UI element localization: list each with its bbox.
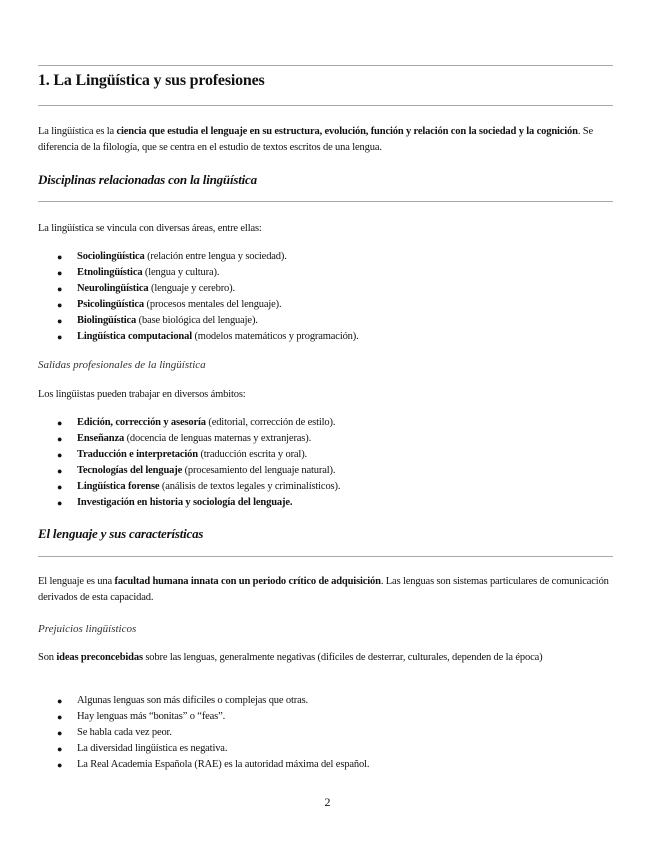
prejuicios-paragraph: Son ideas preconcebidas sobre las lenguas, generalmente negativas (difíciles de desterrar, culturales, dependen de la época) bbox=[38, 652, 543, 663]
list-item: ● La diversidad lingüística es negativa. bbox=[38, 741, 369, 757]
list-item: ● Tecnologías del lenguaje (procesamiento del lenguaje natural). bbox=[38, 463, 340, 479]
divider bbox=[38, 65, 613, 66]
list-item: ● Enseñanza (docencia de lenguas maternas y extranjeras). bbox=[38, 431, 340, 447]
bullet-icon: ● bbox=[57, 332, 63, 342]
list-item: ● Algunas lenguas son más difíciles o complejas que otras. bbox=[38, 693, 369, 709]
list-item: ● Se habla cada vez peor. bbox=[38, 725, 369, 741]
bullet-icon: ● bbox=[57, 482, 63, 492]
bullet-icon: ● bbox=[57, 316, 63, 326]
intro-text: La lingüística es la bbox=[38, 126, 117, 137]
bullet-icon: ● bbox=[57, 760, 63, 770]
bullet-icon: ● bbox=[57, 744, 63, 754]
divider bbox=[38, 556, 613, 557]
salidas-lead: Los lingüistas pueden trabajar en diversos ámbitos: bbox=[38, 389, 246, 400]
list-item: ● Investigación en historia y sociología del lenguaje. bbox=[38, 495, 340, 511]
prejuicios-heading: Prejuicios lingüísticos bbox=[38, 623, 137, 635]
list-item: ● Lingüística forense (análisis de textos legales y criminalísticos). bbox=[38, 479, 340, 495]
list-item: ● Biolingüística (base biológica del lenguaje). bbox=[38, 313, 359, 329]
bullet-icon: ● bbox=[57, 498, 63, 508]
list-item: ● Hay lenguas más “bonitas” o “feas”. bbox=[38, 709, 369, 725]
bullet-icon: ● bbox=[57, 252, 63, 262]
bullet-icon: ● bbox=[57, 284, 63, 294]
bullet-icon: ● bbox=[57, 450, 63, 460]
bullet-icon: ● bbox=[57, 268, 63, 278]
bullet-icon: ● bbox=[57, 466, 63, 476]
bullet-icon: ● bbox=[57, 300, 63, 310]
bullet-icon: ● bbox=[57, 696, 63, 706]
list-item: ● La Real Academia Española (RAE) es la autoridad máxima del español. bbox=[38, 757, 369, 773]
intro-text-end: . Se diferencia de la filología, que se centra en el estudio de textos escritos de una lengua. bbox=[38, 126, 593, 153]
lenguaje-heading: El lenguaje y sus características bbox=[38, 526, 204, 541]
intro-bold: ciencia que estudia el lenguaje en su estructura, evolución, función y relación con la sociedad y la cognición bbox=[116, 126, 578, 137]
disciplinas-list bbox=[38, 249, 359, 345]
bullet-icon: ● bbox=[57, 418, 63, 428]
intro-paragraph bbox=[38, 124, 616, 156]
list-item: ● Psicolingüística (procesos mentales del lenguaje). bbox=[38, 297, 359, 313]
list-item: ● Etnolingüística (lengua y cultura). bbox=[38, 265, 359, 281]
bullet-icon: ● bbox=[57, 434, 63, 444]
section-title: 1. La Lingüística y sus profesiones bbox=[38, 72, 265, 89]
list-item: ● Neurolingüística (lenguaje y cerebro). bbox=[38, 281, 359, 297]
bullet-icon: ● bbox=[57, 728, 63, 738]
page-number: 2 bbox=[324, 795, 331, 809]
list-item: ● Traducción e interpretación (traducción escrita y oral). bbox=[38, 447, 340, 463]
divider bbox=[38, 201, 613, 202]
disciplinas-lead: La lingüística se vincula con diversas áreas, entre ellas: bbox=[38, 223, 262, 234]
prejuicios-list bbox=[38, 693, 369, 773]
list-item: ● Lingüística computacional (modelos matemáticos y programación). bbox=[38, 329, 359, 345]
lenguaje-paragraph: El lenguaje es una facultad humana innata con un periodo crítico de adquisición. Las lenguas son sistemas particulares de comunicación derivados de esta capacidad. bbox=[38, 576, 609, 603]
salidas-heading: Salidas profesionales de la lingüística bbox=[38, 359, 206, 371]
divider bbox=[38, 105, 613, 106]
salidas-list bbox=[38, 415, 340, 511]
disciplinas-heading: Disciplinas relacionadas con la lingüística bbox=[38, 172, 257, 187]
list-item: ● Edición, corrección y asesoría (editorial, corrección de estilo). bbox=[38, 415, 340, 431]
bullet-icon: ● bbox=[57, 712, 63, 722]
list-item: ● Sociolingüística (relación entre lengua y sociedad). bbox=[38, 249, 359, 265]
